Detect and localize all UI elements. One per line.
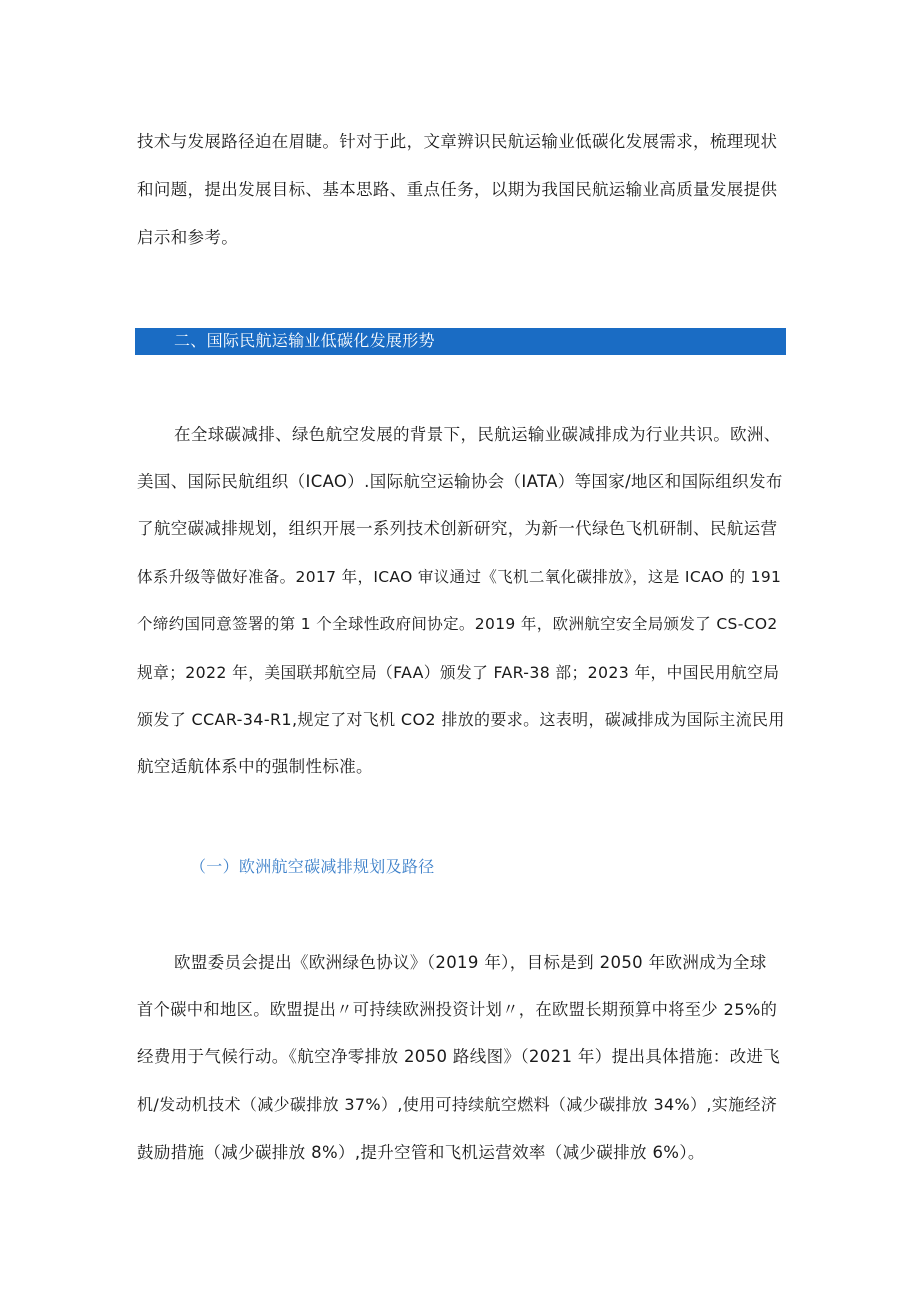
section2-line-3: 了航空碳减排规划，组织开展一系列技术创新研究，为新一代绿色飞机研制、民航运营: [137, 519, 778, 538]
section2-line-8: 航空适航体系中的强制性标准。: [137, 757, 373, 776]
section2-line-4: 体系升级等做好准备。2017 年，ICAO 审议通过《飞机二氧化碳排放》，这是 ICAO 的 191: [137, 568, 782, 586]
subsection1-line-2: 首个碳中和地区。欧盟提出〃可持续欧洲投资计划〃，在欧盟长期预算中将至少 25%的: [137, 1000, 778, 1019]
subsection1-line-3: 经费用于气候行动。《航空净零排放 2050 路线图》（2021 年）提出具体措施：改进飞: [137, 1047, 781, 1066]
section2-line-1: 在全球碳减排、绿色航空发展的背景下，民航运输业碳减排成为行业共识。欧洲、: [174, 425, 781, 444]
section2-line-5: 个缔约国同意签署的第 1 个全球性政府间协定。2019 年，欧洲航空安全局颁发了 CS-CO2: [137, 615, 778, 633]
subsection-heading-title: （一）欧洲航空碳减排规划及路径: [190, 857, 435, 876]
intro-line-2: 和问题，提出发展目标、基本思路、重点任务，以期为我国民航运输业高质量发展提供: [137, 180, 778, 199]
subsection1-line-1: 欧盟委员会提出《欧洲绿色协议》（2019 年），目标是到 2050 年欧洲成为全球: [174, 953, 767, 972]
section2-line-6: 规章；2022 年，美国联邦航空局（FAA）颁发了 FAR-38 部；2023 年，中国民用航空局: [137, 663, 780, 682]
subsection1-line-4: 机/发动机技术（减少碳排放 37%）,使用可持续航空燃料（减少碳排放 34%）,实施经济: [137, 1095, 778, 1114]
section2-line-7: 颁发了 CCAR-34-R1,规定了对飞机 CO2 排放的要求。这表明，碳减排成为国际主流民用: [137, 710, 785, 729]
section2-line-2: 美国、国际民航组织（ICAO）.国际航空运输协会（IATA）等国家/地区和国际组织发布: [137, 472, 783, 491]
subsection1-line-5: 鼓励措施（减少碳排放 8%）,提升空管和飞机运营效率（减少碳排放 6%）。: [137, 1143, 705, 1162]
intro-line-3: 启示和参考。: [137, 228, 239, 247]
intro-line-1: 技术与发展路径迫在眉睫。针对于此，文章辨识民航运输业低碳化发展需求，梳理现状: [137, 132, 778, 151]
section-heading-title: 二、国际民航运输业低碳化发展形势: [174, 331, 435, 350]
